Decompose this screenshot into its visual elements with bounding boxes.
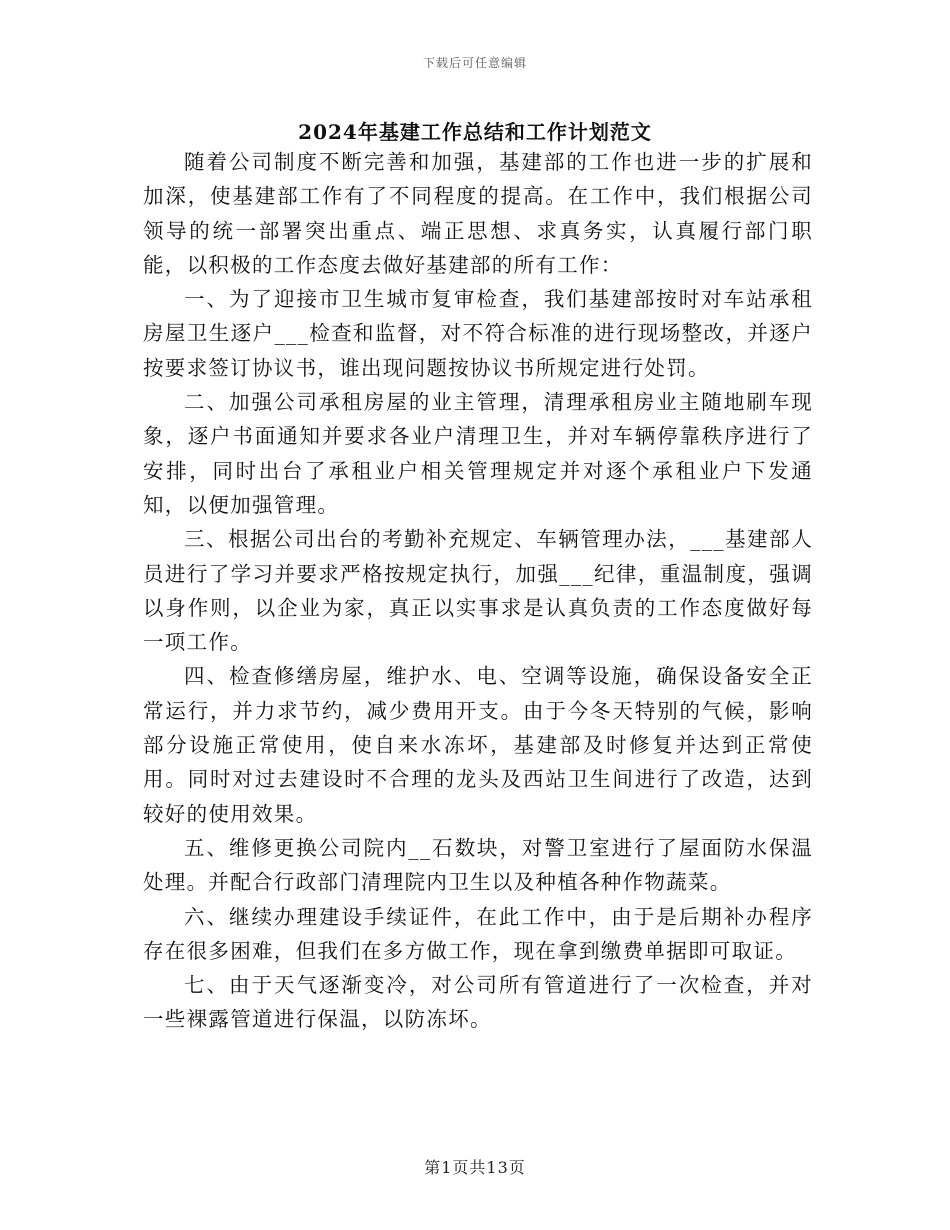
paragraph-item-6: 六、继续办理建设手续证件，在此工作中，由于是后期补办程序存在很多困难，但我们在多方做工作，现在拿到缴费单据即可取证。 bbox=[143, 904, 813, 963]
paragraph-item-2: 二、加强公司承租房屋的业主管理，清理承租房业主随地刷车现象，逐户书面通知并要求各业户清理卫生，并对车辆停靠秩序进行了安排，同时出台了承租业户相关管理规定并对逐个承租业户下发通知，以便加强管理。 bbox=[143, 390, 813, 517]
paragraph-item-3: 三、根据公司出台的考勤补充规定、车辆管理办法，___基建部人员进行了学习并要求严格按规定执行，加强___纪律，重温制度，强调以身作则，以企业为家，真正以实事求是认真负责的工作态度做好每一项工作。 bbox=[143, 527, 813, 655]
paragraph-item-1: 一、为了迎接市卫生城市复审检查，我们基建部按时对车站承租房屋卫生逐户___检查和监督，对不符合标准的进行现场整改，并逐户按要求签订协议书，谁出现问题按协议书所规定进行处罚。 bbox=[143, 287, 813, 380]
paragraph-item-4: 四、检查修缮房屋，维护水、电、空调等设施，确保设备安全正常运行，并力求节约，减少费用开支。由于今冬天特别的气候，影响部分设施正常使用，使自来水冻坏，基建部及时修复并达到正常使用。同时对过去建设时不合理的龙头及西站卫生间进行了改造，达到较好的使用效果。 bbox=[143, 664, 813, 826]
paragraph-item-5: 五、维修更换公司院内__石数块，对警卫室进行了屋面防水保温处理。并配合行政部门清理院内卫生以及种植各种作物蔬菜。 bbox=[143, 835, 813, 895]
paragraph-item-7: 七、由于天气逐渐变冷，对公司所有管道进行了一次检查，并对一些裸露管道进行保温，以防冻坏。 bbox=[143, 973, 813, 1032]
paragraph-intro: 随着公司制度不断完善和加强，基建部的工作也进一步的扩展和加深，使基建部工作有了不同程度的提高。在工作中，我们根据公司领导的统一部署突出重点、端正思想、求真务实，认真履行部门职能，以积极的工作态度去做好基建部的所有工作： bbox=[143, 150, 813, 277]
page-number: 第1页共13页 bbox=[424, 1158, 526, 1177]
document-title: 2024年基建工作总结和工作计划范文 bbox=[298, 120, 652, 144]
document-body bbox=[143, 145, 813, 1037]
header-note: 下载后可任意编辑 bbox=[422, 56, 527, 70]
